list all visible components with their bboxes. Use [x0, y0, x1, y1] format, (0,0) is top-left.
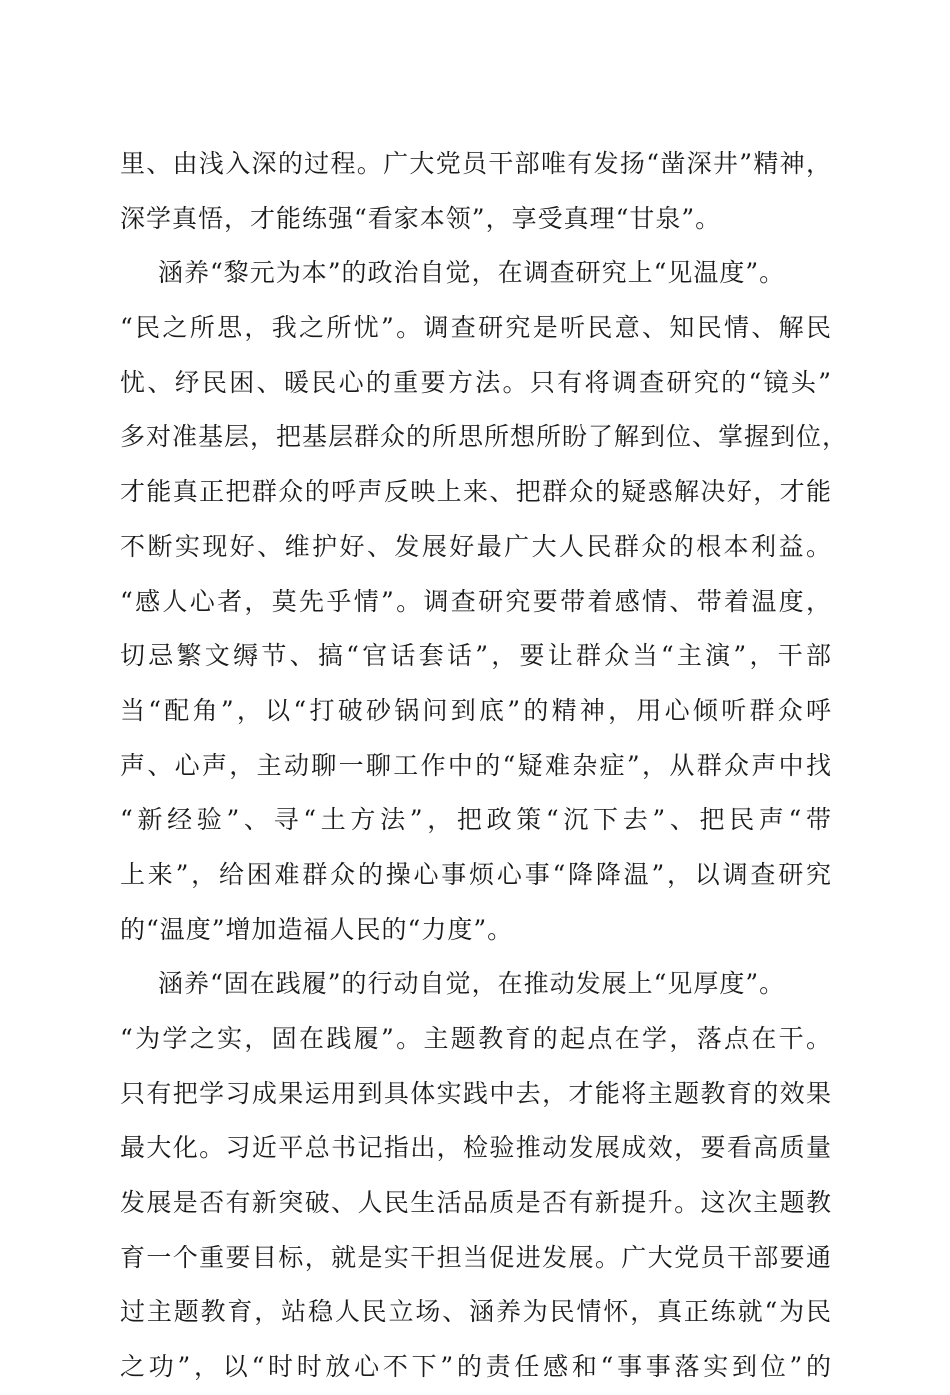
text-line: 多对准基层，把基层群众的所思所想所盼了解到位、掌握到位， [120, 422, 849, 452]
text-line: 最大化。习近平总书记指出，检验推动发展成效，要看高质量 [120, 1133, 832, 1163]
text-line: 才能真正把群众的呼声反映上来、把群众的疑惑解决好，才能 [120, 477, 832, 507]
text-line: 过主题教育，站稳人民立场、涵养为民情怀，真正练就“为民 [120, 1297, 832, 1327]
text-line: 深学真悟，才能练强“看家本领”，享受真理“甘泉”。 [120, 203, 722, 233]
text-line: 只有把学习成果运用到具体实践中去，才能将主题教育的效果 [120, 1078, 832, 1108]
text-line: 不断实现好、维护好、发展好最广大人民群众的根本利益。 [120, 531, 832, 561]
text-line: 声、心声，主动聊一聊工作中的“疑难杂症”，从群众声中找 [120, 750, 832, 780]
paragraph-heading-line: 涵养“固在践履”的行动自觉，在推动发展上“见厚度”。 [158, 969, 786, 999]
text-line: “为学之实，固在践履”。主题教育的起点在学，落点在干。 [120, 1024, 832, 1053]
paragraph-heading-line: 涵养“黎元为本”的政治自觉，在调查研究上“见温度”。 [158, 258, 786, 288]
text-line: “感人心者，莫先乎情”。调查研究要带着感情、带着温度， [120, 586, 832, 616]
body-text [120, 137, 849, 1395]
text-line: 忧、纾民困、暖民心的重要方法。只有将调查研究的“镜头” [120, 367, 832, 397]
text-line: “民之所思，我之所忧”。调查研究是听民意、知民情、解民 [120, 313, 832, 343]
text-line: 里、由浅入深的过程。广大党员干部唯有发扬“凿深井”精神， [120, 149, 832, 178]
text-line: “新经验”、寻“土方法”，把政策“沉下去”、把民声“带 [120, 805, 832, 835]
text-line: 育一个重要目标，就是实干担当促进发展。广大党员干部要通 [120, 1242, 832, 1272]
text-line: 上来”，给困难群众的操心事烦心事“降降温”，以调查研究 [120, 859, 832, 889]
text-line: 的“温度”增加造福人民的“力度”。 [120, 914, 514, 944]
text-line: 当“配角”，以“打破砂锅问到底”的精神，用心倾听群众呼 [120, 695, 832, 725]
text-line: 之功”，以“时时放心不下”的责任感和“事事落实到位”的 [120, 1352, 832, 1382]
text-line: 切忌繁文缛节、搞“官话套话”，要让群众当“主演”，干部 [120, 641, 832, 671]
text-line: 发展是否有新突破、人民生活品质是否有新提升。这次主题教 [120, 1188, 832, 1218]
